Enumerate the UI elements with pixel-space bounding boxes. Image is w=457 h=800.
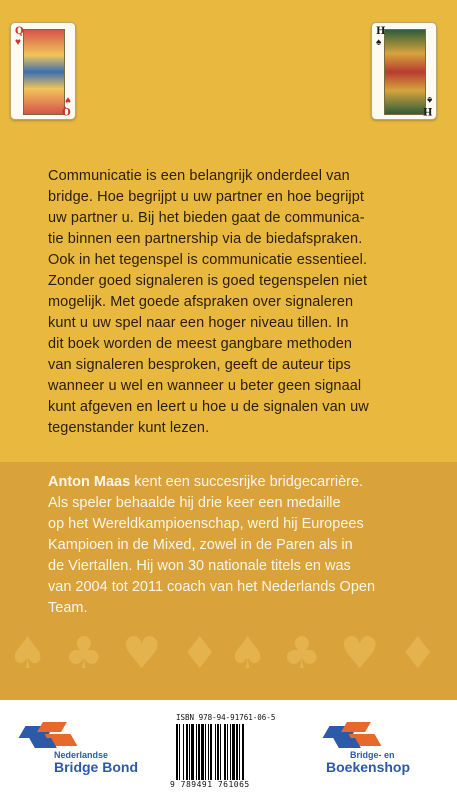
card-rank: Q	[15, 26, 24, 37]
book-description	[48, 166, 426, 439]
description-line: wanneer u wel en wanneer u beter geen signaal	[48, 378, 362, 394]
club-icon: ♣	[64, 628, 104, 679]
barcode	[176, 724, 276, 780]
club-icon: ♣	[282, 628, 322, 679]
description-line: kunt afgeven en leert u hoe u de signalen van uw	[48, 399, 369, 415]
spade-icon: ♠	[8, 628, 48, 679]
spade-icon: ♠	[228, 628, 268, 679]
author-bio-line: Team.	[48, 600, 88, 616]
description-line: tegenstander kunt lezen.	[48, 420, 210, 436]
arrows-logo-icon	[22, 722, 92, 748]
bridge-boekenshop-logo	[326, 722, 410, 775]
description-line: mogelijk. Met goede afspraken over signaleren	[48, 294, 354, 310]
description-line: dit boek worden de meest gangbare methoden	[48, 336, 353, 352]
arrows-logo-icon	[326, 722, 396, 748]
logo-big-text: Boekenshop	[326, 759, 411, 775]
author-bio-line: Anton Maas kent een succesrijke bridgecarrière.	[48, 474, 364, 490]
card-rank: H	[422, 105, 432, 116]
card-rank: Q	[62, 105, 71, 116]
suit-pattern	[0, 626, 457, 686]
heart-icon: ♥	[122, 628, 162, 679]
description-line: Ook in het tegenspel is communicatie essentieel.	[48, 252, 368, 268]
logo-big-text: Bridge Bond	[54, 759, 138, 775]
heart-icon: ♥	[340, 628, 380, 679]
description-line: kunt u uw spel naar een hoger niveau tillen. In	[48, 315, 349, 331]
description-line: bridge. Hoe begrijpt u uw partner en hoe begrijpt	[48, 189, 365, 205]
card-rank: H	[376, 26, 386, 37]
diamond-icon: ♦	[180, 628, 220, 679]
author-bio-line: Als speler behaalde hij drie keer een medaille	[48, 495, 341, 511]
logo-small-text: Nederlandse	[54, 750, 109, 760]
king-of-spades-card	[371, 22, 437, 120]
diamond-icon: ♦	[398, 628, 438, 679]
author-bio-line: op het Wereldkampioenschap, werd hij Europees	[48, 516, 364, 532]
nederlandse-bridge-bond-logo	[22, 722, 138, 775]
description-line: Communicatie is een belangrijk onderdeel van	[48, 168, 350, 184]
barcode-digits: 9 789491 761065	[170, 780, 250, 789]
isbn-label: ISBN 978-94-91761-06-5	[176, 713, 276, 722]
description-line: Zonder goed signaleren is goed tegenspelen niet	[48, 273, 368, 289]
logo-small-text: Bridge- en	[350, 750, 395, 760]
description-line: tie binnen een partnership via de biedafspraken.	[48, 231, 363, 247]
heart-icon: ♥	[65, 94, 71, 105]
author-bio	[48, 472, 428, 619]
description-line: uw partner u. Bij het bieden gaat de communica-	[48, 210, 365, 226]
heart-icon: ♥	[15, 37, 21, 48]
card-face-illustration	[384, 29, 426, 115]
barcode-bar	[244, 724, 245, 780]
description-line: van signaleren besproken, geeft de auteur tips	[48, 357, 351, 373]
card-face-illustration	[23, 29, 65, 115]
author-bio-line: Kampioen in de Mixed, zowel in de Paren als in	[48, 537, 353, 553]
author-bio-line: de Viertallen. Hij won 30 nationale titels en was	[48, 558, 351, 574]
spade-icon: ♠	[376, 37, 382, 48]
spade-icon: ♠	[426, 94, 432, 105]
author-bio-line: van 2004 tot 2011 coach van het Nederlands Open	[48, 579, 376, 595]
author-name: Anton Maas	[48, 474, 131, 490]
queen-of-hearts-card	[10, 22, 76, 120]
